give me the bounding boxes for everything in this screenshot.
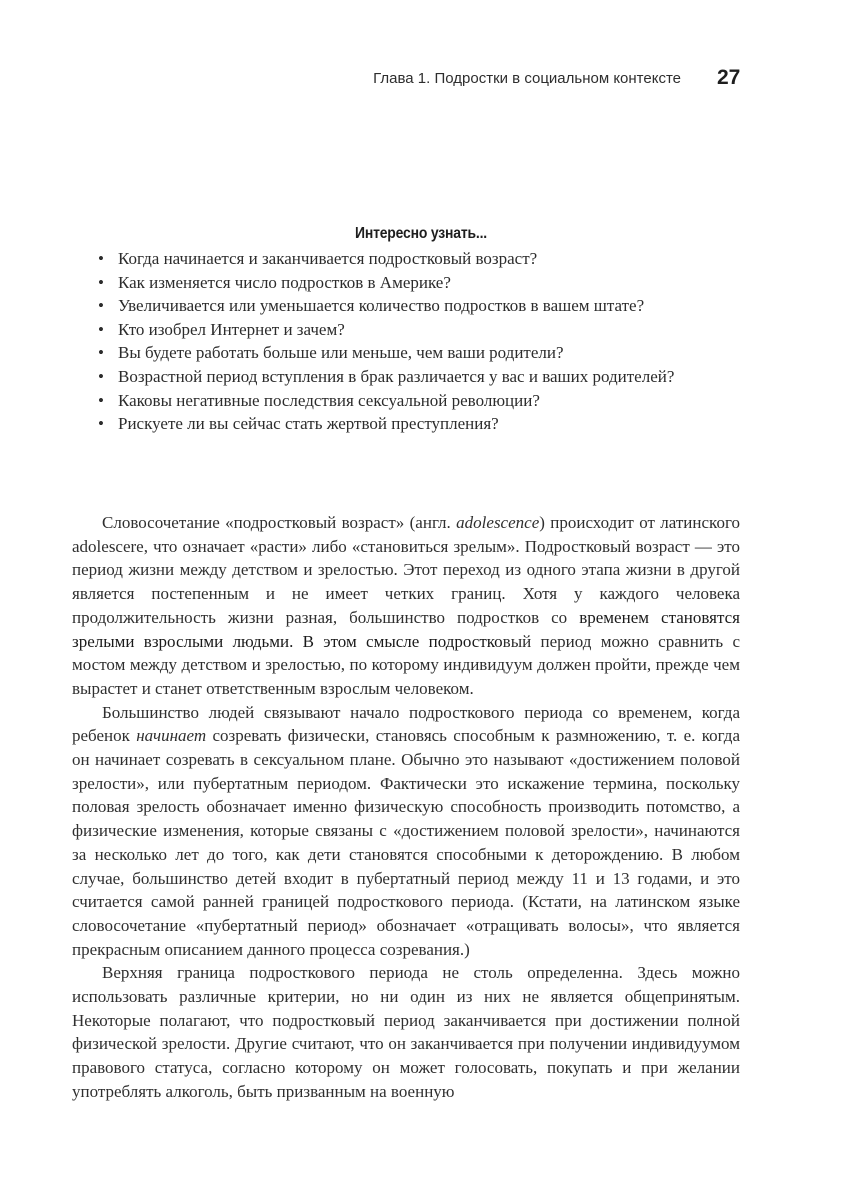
list-item	[96, 365, 746, 389]
italic-term: начинает	[136, 726, 207, 746]
text-run: Большинство людей связывают начало подросткового периода со временем, когда ребенок	[72, 702, 740, 746]
italic-term: adolescence	[456, 513, 540, 532]
list-item	[96, 294, 746, 318]
did-you-know-box	[96, 225, 746, 436]
box-title: Интересно узнать...	[354, 225, 488, 242]
paragraph-2	[72, 701, 740, 962]
list-item	[96, 341, 746, 365]
body-text	[72, 511, 740, 1104]
bullet-icon: •	[98, 390, 104, 410]
question-text: Каковы негативные последствия сексуальной революции?	[118, 390, 540, 410]
list-item	[96, 389, 746, 413]
bullet-icon: •	[98, 296, 104, 316]
question-text: Когда начинается и заканчивается подростковый возраст?	[118, 249, 538, 268]
page-number: 27	[717, 66, 741, 89]
page-header	[0, 68, 841, 92]
question-text: Кто изобрел Интернет и зачем?	[118, 319, 345, 339]
text-run: ) происходит от латинского adolescere, что означает «расти» либо «становиться зрелым». Подростковый возраст — это период жизни между детством и зрелостью. Этот переход из одного этапа жизни в другой является постепенным и не имеет четких границ. Хотя у каждого человека продолжительность жизни разная, большинство подростков со	[72, 513, 740, 627]
bullet-icon: •	[98, 272, 104, 292]
question-text: Вы будете работать больше или меньше, чем ваши родители?	[118, 343, 564, 363]
bullet-icon: •	[98, 249, 104, 268]
paragraph-3: Верхняя граница подросткового периода не столь определенна. Здесь можно использовать различные критерии, но ни один из них не является общепринятым. Некоторые полагают, что подростковый период заканчивается при достижении полной физической зрелости. Другие считают, что он заканчивается при получении индивидуумом правового статуса, согласно которому он может голосовать, покупать и при желании употреблять алкоголь, быть призванным на военную	[72, 963, 740, 1101]
bullet-icon: •	[98, 414, 104, 434]
bullet-icon: •	[98, 319, 104, 339]
text-run: вый период можно сравнить с мостом между детством и зрелостью, по которому индивидуум должен пройти, прежде чем вырастет и станет ответственным взрослым человеком.	[72, 631, 740, 698]
text-run: созревать физически, становясь способным к размножению, т. е. когда он начинает созревать в сексуальном плане. Обычно это называют «достижением половой зрелости», или пубертатным периодом. Фактически это искажение термина, поскольку половая зрелость обозначает именно физическую способность производить потомство, а физические изменения, которые связаны с «достижением половой зрелости», начинаются за несколько лет до того, как дети становятся способными к деторождению. В любом случае, большинство детей входит в пубертатный период между 11 и 13 годами, и это считается самой ранней границей подросткового периода. (Кстати, на латинском языке словосочетание «пубертатный период» обозначает «отращивать волосы», что является прекрасным описанием данного процесса созревания.)	[72, 726, 741, 959]
list-item	[96, 412, 746, 436]
bullet-icon: •	[98, 343, 104, 363]
running-title: Глава 1. Подростки в социальном контексте	[373, 70, 681, 87]
bullet-icon: •	[98, 366, 104, 386]
question-text: Возрастной период вступления в брак различается у вас и ваших родителей?	[118, 366, 675, 386]
text-run: временем становятся зрелыми взрослыми людьми. В этом смысле подростко	[72, 607, 740, 651]
question-list	[96, 247, 746, 436]
list-item	[96, 318, 746, 342]
paragraph-1	[72, 511, 740, 701]
question-text: Увеличивается или уменьшается количество подростков в вашем штате?	[118, 296, 645, 316]
text-run: Словосочетание «подростковый возраст» (англ.	[102, 513, 457, 532]
list-item	[96, 271, 746, 295]
question-text: Рискуете ли вы сейчас стать жертвой преступления?	[118, 414, 499, 434]
list-item	[96, 247, 746, 271]
question-text: Как изменяется число подростков в Америке?	[118, 272, 451, 292]
